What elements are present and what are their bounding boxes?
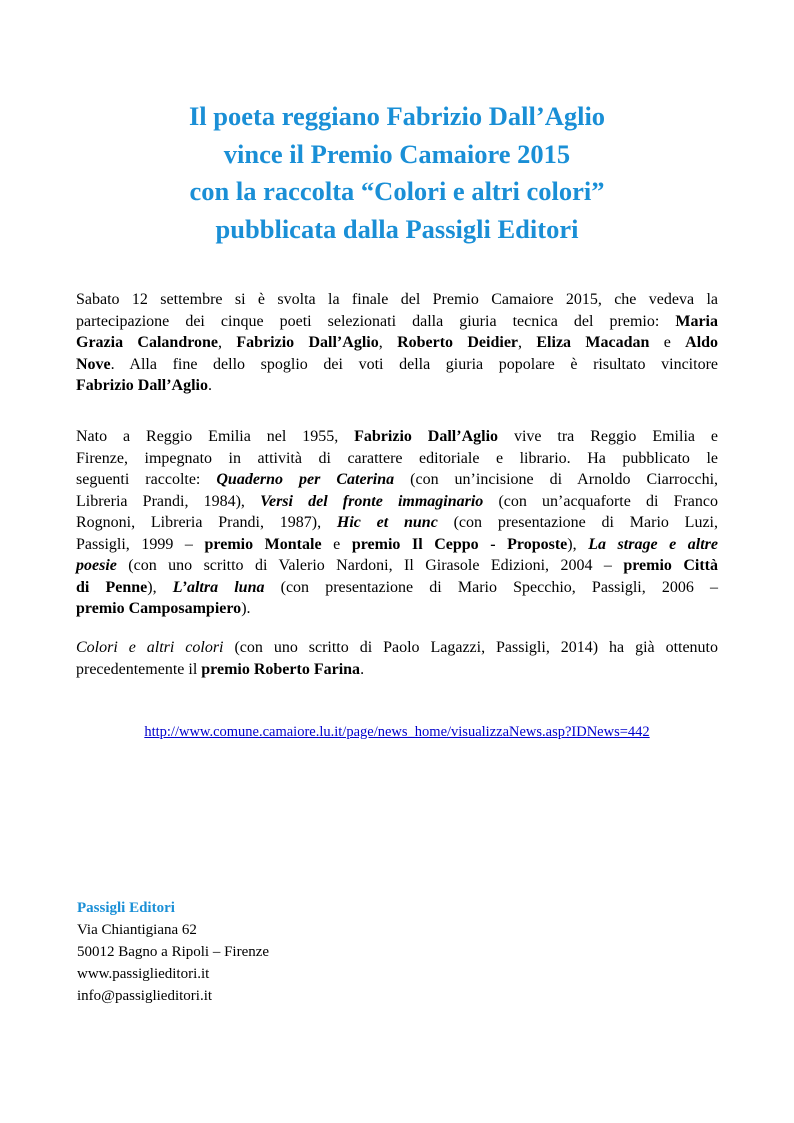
book-title: Versi del fronte immaginario	[260, 492, 484, 510]
email-text: info@passiglieditori.it	[77, 988, 213, 1004]
author-name: Fabrizio Dall’Aglio	[354, 428, 499, 445]
website-text: www.passiglieditori.it	[77, 966, 210, 982]
award-name: premio Montale	[204, 535, 322, 553]
award-name: di Penne	[76, 578, 148, 596]
headline-line-4: pubblicata dalla Passigli Editori	[215, 213, 579, 244]
book-title: L’altra luna	[172, 578, 265, 596]
poet-name: Grazia Calandrone	[76, 334, 219, 351]
book-title: Quaderno per Caterina	[216, 471, 395, 488]
publisher-name: Passigli Editori	[77, 900, 175, 916]
poet-name: Aldo	[685, 334, 719, 351]
headline-line-3: con la raccolta “Colori e altri colori”	[189, 176, 605, 206]
headline-line-2: vince il Premio Camaiore 2015	[223, 138, 571, 169]
news-source-link[interactable]: http://www.comune.camaiore.lu.it/page/news_home/visualizzaNews.asp?IDNews=442	[144, 724, 650, 740]
address-street: Via Chiantigiana 62	[77, 922, 197, 938]
poet-name: Fabrizio Dall’Aglio	[236, 334, 379, 351]
headline-line-1: Il poeta reggiano Fabrizio Dall’Aglio	[188, 101, 606, 131]
address-city: 50012 Bagno a Ripoli – Firenze	[77, 944, 270, 960]
headline	[80, 98, 714, 248]
paragraph-author-bio: Nato a Reggio Emilia nel 1955, Fabrizio Dall’Aglio vive tra Reggio Emilia e Firenze, impegnato in attività di carattere editoriale e librario. Ha pubblicato le seguenti raccolte: Quaderno per Caterina (con un’incisione di Arnoldo Ciarrocchi, Libreria Prandi, 1984), Versi del fronte immaginario (con un’acquaforte di Franco Rognoni, Libreria Prandi, 1987), Hic et nunc (con presentazione di Mario Luzi, Passigli, 1999 – premio Montale e premio Il Ceppo - Proposte), La strage e altre poesie (con uno scritto di Valerio Nardoni, Il Girasole Edizioni, 2004 – premio Città di Penne), L’altra luna (con presentazione di Mario Specchio, Passigli, 2006 – premio Camposampiero).	[76, 428, 719, 617]
award-name: premio Camposampiero	[76, 600, 242, 617]
poet-name: Nove	[76, 355, 111, 373]
book-title: Hic et nunc	[336, 514, 438, 531]
book-title: La strage e altre	[588, 535, 719, 553]
book-title: Colori e altri colori	[76, 639, 224, 656]
paragraph-final-announcement: Sabato 12 settembre si è svolta la finale del Premio Camaiore 2015, che vedeva la partecipazione dei cinque poeti selezionati dalla giuria tecnica del premio: Maria Grazia Calandrone, Fabrizio Dall’Aglio, Roberto Deidier, Eliza Macadan e Aldo Nove. Alla fine dello spoglio dei voti della giuria popolare è risultato vincitore Fabrizio Dall’Aglio.	[76, 291, 719, 394]
award-name: premio Il Ceppo - Proposte	[351, 535, 568, 553]
award-name: premio Città	[623, 557, 718, 574]
poet-name: Maria	[675, 312, 718, 330]
winner-name: Fabrizio Dall’Aglio	[76, 377, 208, 394]
award-name: premio Roberto Farina	[201, 660, 361, 678]
poet-name: Roberto Deidier	[397, 334, 519, 351]
paragraph-prior-award: Colori e altri colori (con uno scritto di Paolo Lagazzi, Passigli, 2014) ha già ottenuto precedentemente il premio Roberto Farina.	[76, 639, 719, 678]
poet-name: Eliza Macadan	[536, 334, 650, 351]
book-title: poesie	[76, 557, 117, 574]
publisher-contact	[77, 897, 269, 1007]
